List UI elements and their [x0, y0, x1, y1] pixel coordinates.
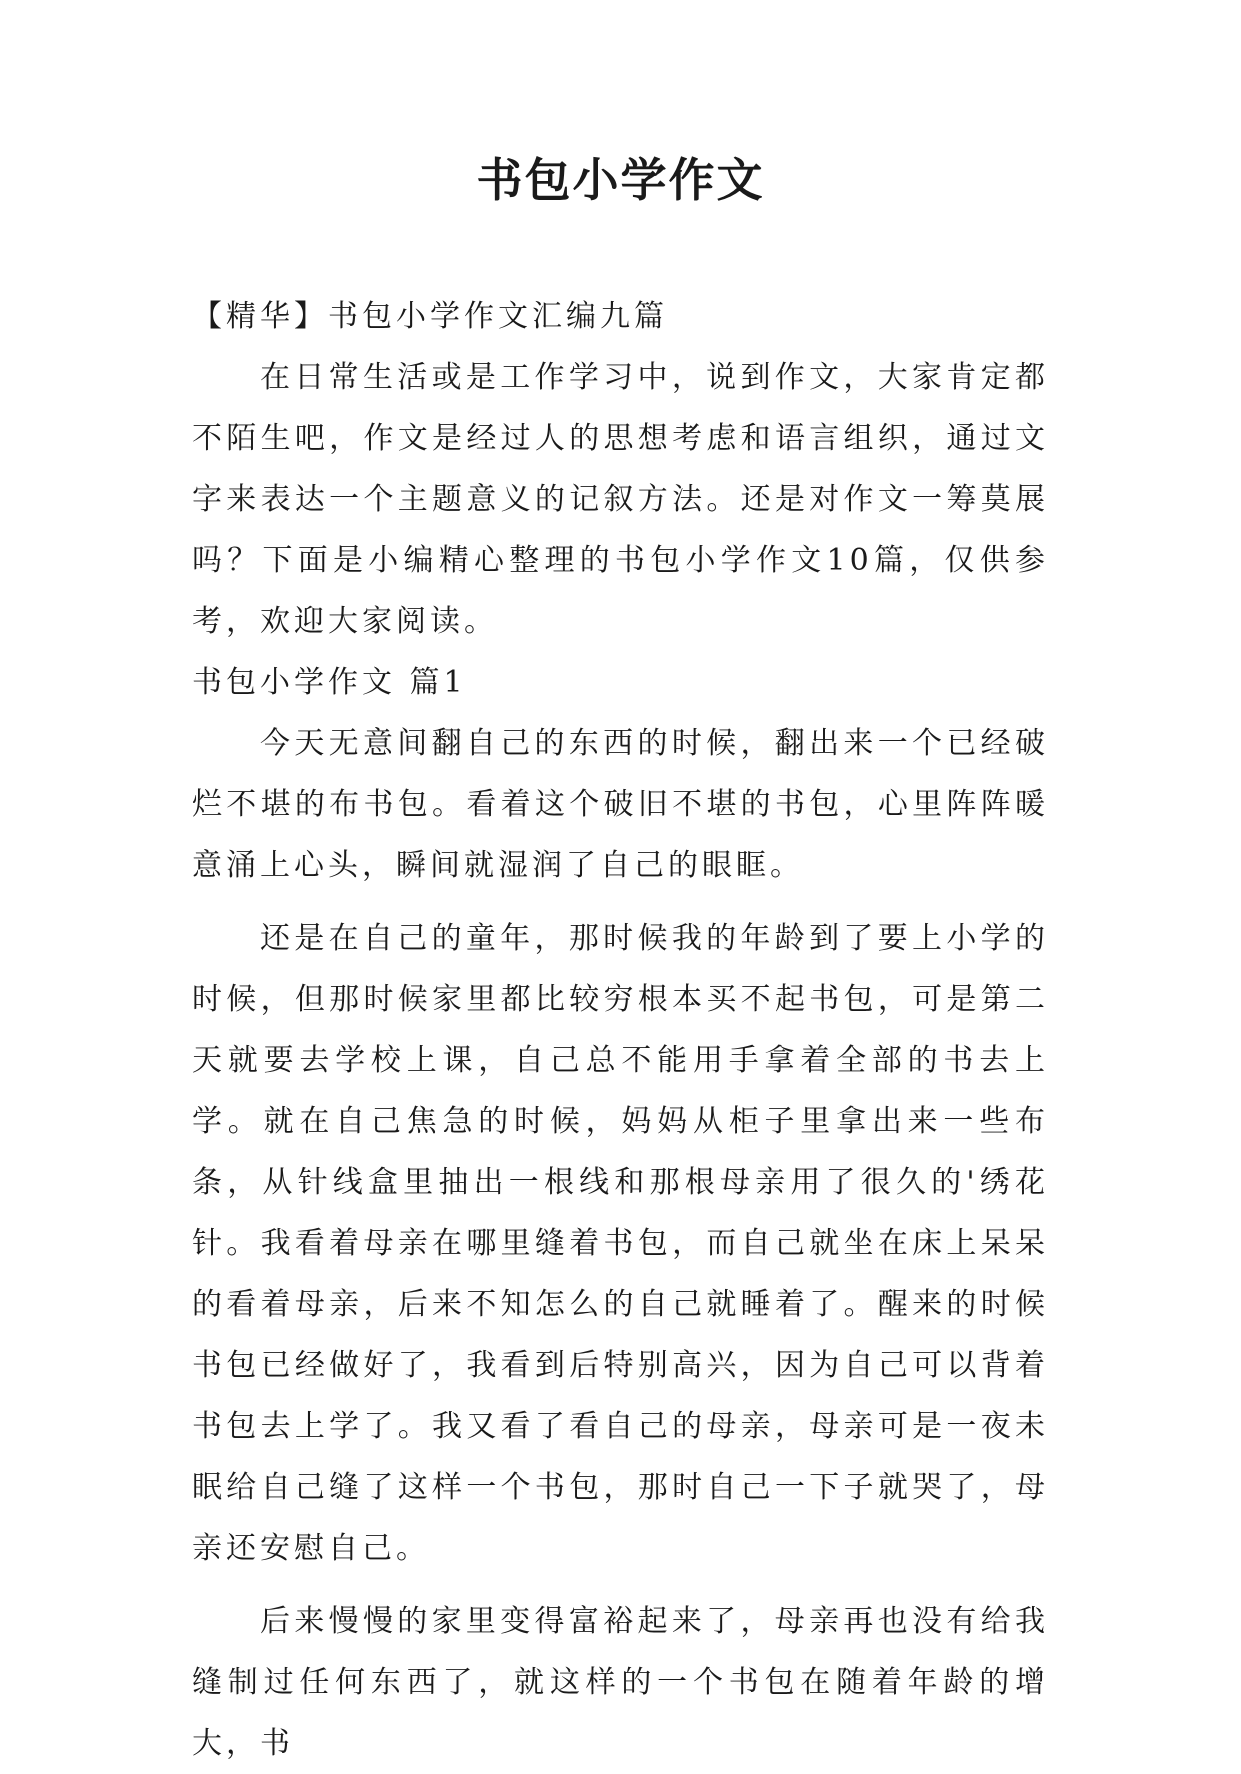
body-paragraph: 还是在自己的童年，那时候我的年龄到了要上小学的时候，但那时候家里都比较穷根本买不起书包，可是第二天就要去学校上课，自己总不能用手拿着全部的书去上学。就在自己焦急的时候，妈妈从柜子里拿出来一些布条，从针线盒里抽出一根线和那根母亲用了很久的'绣花针。我看着母亲在哪里缝着书包，而自己就坐在床上呆呆的看着母亲，后来不知怎么的自己就睡着了。醒来的时候书包已经做好了，我看到后特别高兴，因为自己可以背着书包去上学了。我又看了看自己的母亲，母亲可是一夜未眠给自己缝了这样一个书包，那时自己一下子就哭了，母亲还安慰自己。	[192, 921, 1049, 1566]
intro-paragraph: 在日常生活或是工作学习中，说到作文，大家肯定都不陌生吧，作文是经过人的思想考虑和语言组织，通过文字来表达一个主题意义的记叙方法。还是对作文一筹莫展吗？下面是小编精心整理的书包小学作文10篇，仅供参考，欢迎大家阅读。	[192, 360, 1049, 639]
document-title: 书包小学作文	[476, 153, 765, 207]
section-heading: 书包小学作文 篇1	[192, 665, 467, 700]
document-subtitle: 【精华】书包小学作文汇编九篇	[192, 299, 668, 334]
body-paragraph: 今天无意间翻自己的东西的时候，翻出来一个已经破烂不堪的布书包。看着这个破旧不堪的书包，心里阵阵暖意涌上心头，瞬间就湿润了自己的眼眶。	[192, 726, 1049, 883]
document-body	[192, 286, 1049, 1774]
body-paragraph: 后来慢慢的家里变得富裕起来了，母亲再也没有给我缝制过任何东西了，就这样的一个书包在随着年龄的增大，书	[192, 1604, 1049, 1761]
